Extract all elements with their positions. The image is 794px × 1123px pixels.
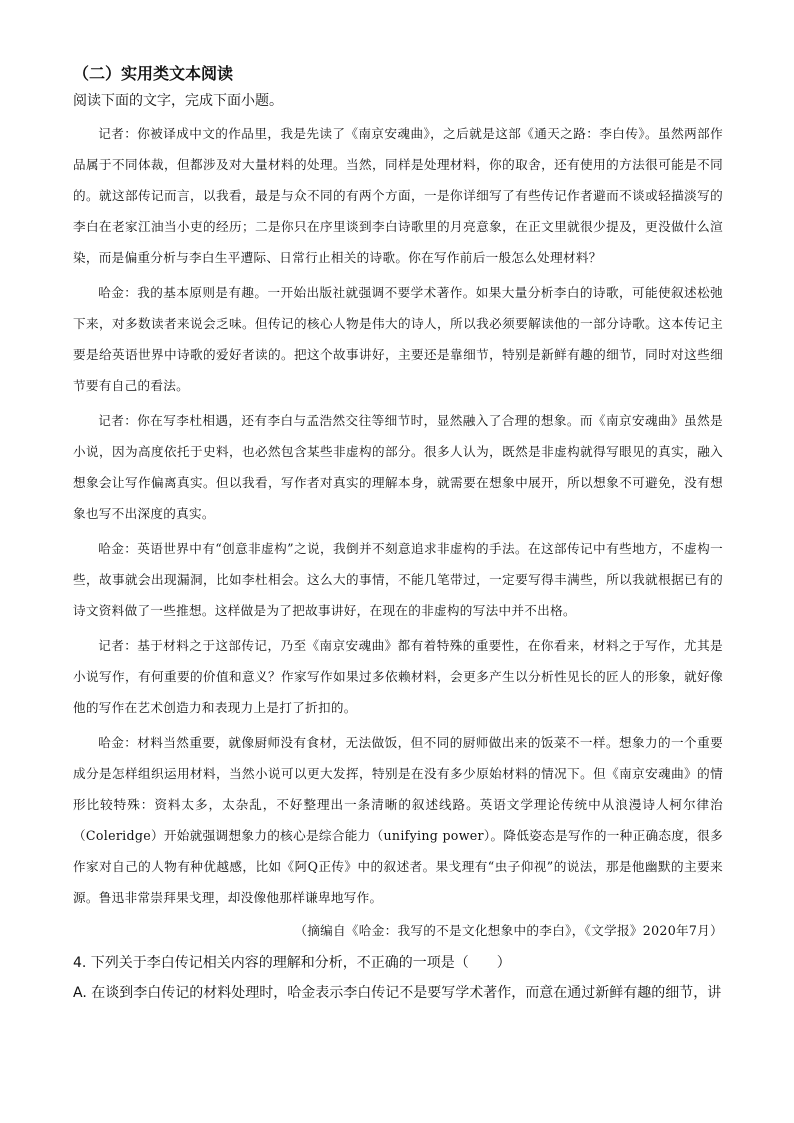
paragraph-hajin-1: 哈金：我的基本原则是有趣。一开始出版社就强调不要学术著作。如果大量分析李白的诗歌，可能使叙述松弛下来，对多数读者来说会乏味。但传记的核心人物是伟大的诗人，所以我必须要解读他的一部分诗歌。这本传记主要是给英语世界中诗歌的爱好者读的。把这个故事讲好，主要还是靠细节，特别是新鲜有趣的细节，同时对这些细节要有自己的看法。: [73, 285, 723, 393]
article-body: [73, 118, 723, 947]
document-page: [73, 60, 723, 1007]
reading-instruction: 阅读下面的文字，完成下面小题。: [73, 93, 283, 109]
article-source: （摘编自《哈金：我写的不是文化想象中的李白》，《文学报》2020年7月）: [294, 923, 723, 938]
section-title: （二）实用类文本阅读: [73, 64, 234, 83]
question-stem: 4. 下列关于李白传记相关内容的理解和分析，不正确的一项是（ ）: [73, 955, 511, 971]
paragraph-hajin-2: 哈金：英语世界中有“创意非虚构”之说，我倒并不刻意追求非虚构的手法。在这部传记中有些地方，不虚构一些，故事就会出现漏洞，比如李杜相会。这么大的事情，不能几笔带过，一定要写得丰满些，所以我就根据已有的诗文资料做了一些推想。这样做是为了把故事讲好，在现在的非虚构的写法中并不出格。: [73, 541, 723, 618]
paragraph-reporter-2: 记者：你在写李杜相遇，还有李白与孟浩然交往等细节时，显然融入了合理的想象。而《南京安魂曲》虽然是小说，因为高度依托于史料，也必然包含某些非虚构的部分。很多人认为，既然是非虚构就得写眼见的真实，融入想象会让写作偏离真实。但以我看，写作者对真实的理解本身，就需要在想象中展开，所以想象不可避免，没有想象也写不出深度的真实。: [73, 413, 723, 521]
option-a[interactable]: A. 在谈到李白传记的材料处理时，哈金表示李白传记不是要写学术著作，而意在通过新鲜有趣的细节，讲: [73, 985, 722, 1001]
paragraph-hajin-3: 哈金：材料当然重要，就像厨师没有食材，无法做饭，但不同的厨师做出来的饭菜不一样。想象力的一个重要成分是怎样组织运用材料，当然小说可以更大发挥，特别是在没有多少原始材料的情况下。但《南京安魂曲》的情形比较特殊：资料太多，太杂乱，不好整理出一条清晰的叙述线路。英语文学理论传统中从浪漫诗人柯尔律治（Coleridge）开始就强调想象力的核心是综合能力（unifying power）。降低姿态是写作的一种正确态度，很多作家对自己的人物有种优越感，比如《阿Q正传》中的叙述者。果戈理有“虫子仰视”的说法，那是他幽默的主要来源。鲁迅非常崇拜果戈理，却没像他那样谦卑地写作。: [73, 735, 723, 905]
paragraph-reporter-3: 记者：基于材料之于这部传记，乃至《南京安魂曲》都有着特殊的重要性，在你看来，材料之于写作，尤其是小说写作，有何重要的价值和意义？作家写作如果过多依赖材料，会更多产生以分析性见长的匠人的形象，就好像他的写作在艺术创造力和表现力上是打了折扣的。: [73, 638, 723, 715]
paragraph-reporter-1: 记者：你被译成中文的作品里，我是先读了《南京安魂曲》，之后就是这部《通天之路：李白传》。虽然两部作品属于不同体裁，但都涉及对大量材料的处理。当然，同样是处理材料，你的取舍，还有使用的方法很可能是不同的。就这部传记而言，以我看，最是与众不同的有两个方面，一是你详细写了有些传记作者避而不谈或轻描淡写的李白在老家江油当小吏的经历；二是你只在序里谈到李白诗歌里的月亮意象，在正文里就很少提及，更没做什么渲染，而是偏重分析与李白生平遭际、日常行止相关的诗歌。你在写作前后一般怎么处理材料？: [73, 126, 723, 265]
